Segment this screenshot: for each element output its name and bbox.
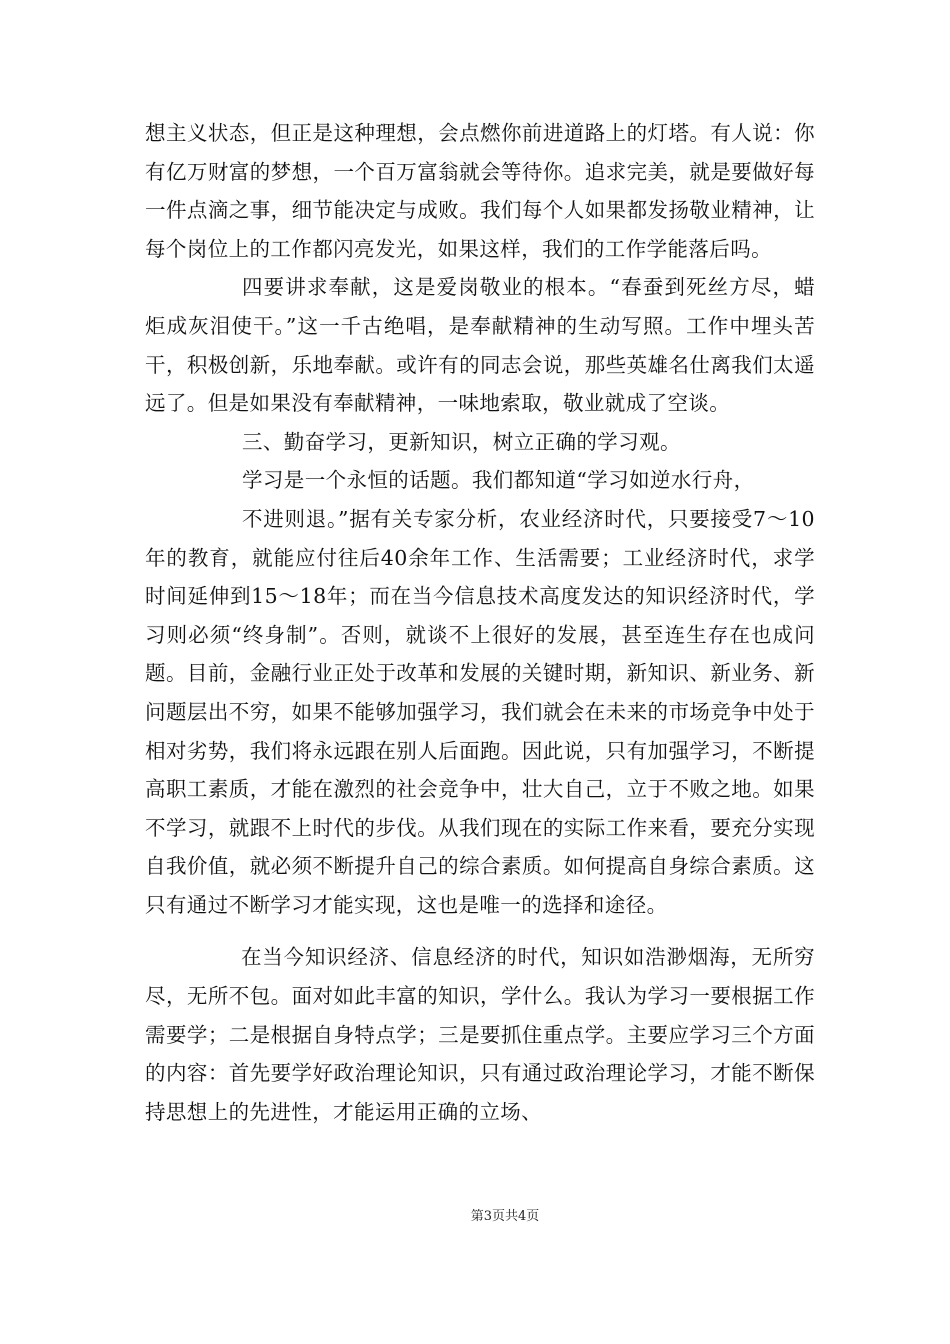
section-heading-study: 三、勤奋学习，更新知识，树立正确的学习观。: [242, 429, 681, 454]
document-body: [145, 114, 815, 1131]
paragraph-knowledge-economy: 在当今知识经济、信息经济的时代，知识如浩渺烟海，无所穷尽，无所不包。面对如此丰富的知识，学什么。我认为学习一要根据工作需要学；二是根据自身特点学；三是要抓住重点学。主要应学习三个方面的内容：首先要学好政治理论知识，只有通过政治理论学习，才能不断保持思想上的先进性，才能运用正确的立场、: [145, 945, 815, 1124]
paragraph-dedication: 四要讲求奉献，这是爱岗敬业的根本。“春蚕到死丝方尽，蜡炬成灰泪使干。”这一千古绝唱，是奉献精神的生动写照。工作中埋头苦干，积极创新，乐地奉献。或许有的同志会说，那些英雄名仕离我们太遥远了。但是如果没有奉献精神，一味地索取，敬业就成了空谈。: [145, 275, 815, 416]
paragraph-study-intro: 学习是一个永恒的话题。我们都知道“学习如逆水行舟，: [242, 468, 755, 493]
paragraph-continuation: 想主义状态，但正是这种理想，会点燃你前进道路上的灯塔。有人说：你有亿万财富的梦想，一个百万富翁就会等待你。追求完美，就是要做好每一件点滴之事，细节能决定与成败。我们每个人如果都发扬敬业精神，让每个岗位上的工作都闪亮发光，如果这样，我们的工作学能落后吗。: [145, 121, 815, 261]
page-number-footer: 第3页共4页: [470, 1209, 540, 1224]
paragraph-study-body: 不进则退。”据有关专家分析，农业经济时代，只要接受7～10年的教育，就能应付往后40余年工作、生活需要；工业经济时代，求学时间延伸到15～18年；而在当今信息技术高度发达的知识经济时代，学习则必须“终身制”。否则，就谈不上很好的发展，甚至连生存在也成问题。目前，金融行业正处于改革和发展的关键时期，新知识、新业务、新问题层出不穷，如果不能够加强学习，我们就会在未来的市场竞争中处于相对劣势，我们将永远跟在别人后面跑。因此说，只有加强学习，不断提高职工素质，才能在激烈的社会竞争中，壮大自己，立于不败之地。如果不学习，就跟不上时代的步伐。从我们现在的实际工作来看，要充分实现自我价值，就必须不断提升自己的综合素质。如何提高自身综合素质。这只有通过不断学习才能实现，这也是唯一的选择和途径。: [145, 506, 815, 917]
